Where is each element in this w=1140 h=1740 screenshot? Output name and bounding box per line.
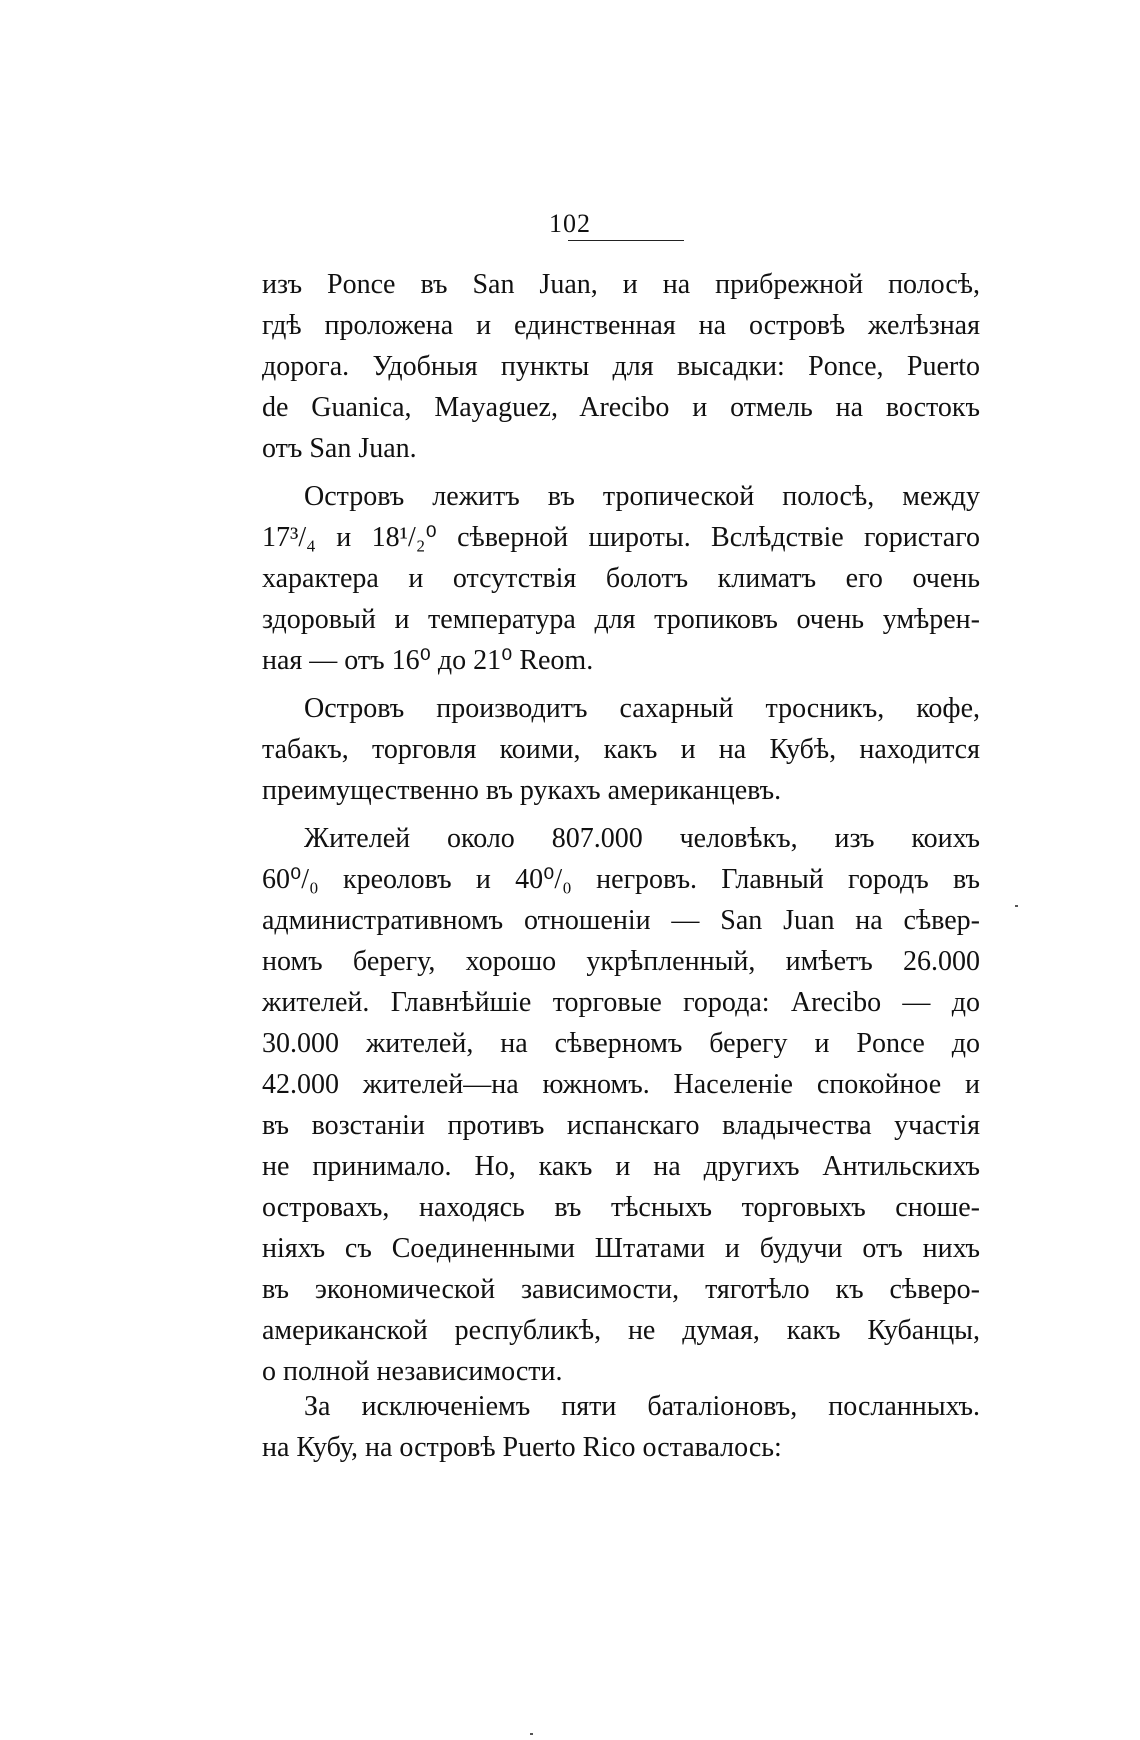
text-line: Островъ лежитъ въ тропической полосѣ, между xyxy=(304,481,980,512)
scan-speck xyxy=(1015,905,1018,907)
text-line: характера и отсутствія болотъ климатъ его очень xyxy=(262,563,980,594)
text-line: 42.000 жителей—на южномъ. Населеніе спокойное и xyxy=(262,1069,980,1100)
text-line: жителей. Главнѣйшіе торговые города: Arecibo — до xyxy=(262,987,980,1018)
paragraph-2 xyxy=(262,476,980,681)
paragraph-4 xyxy=(262,818,980,1392)
paragraph-5 xyxy=(262,1386,980,1468)
text-line: островахъ, находясь въ тѣсныхъ торговыхъ сноше- xyxy=(262,1192,980,1223)
text-line: здоровый и температура для тропиковъ очень умѣрен- xyxy=(262,604,980,635)
text-line: За исключеніемъ пяти баталіоновъ, посланныхъ. xyxy=(304,1391,980,1422)
text-line: ная — отъ 16⁰ до 21⁰ Reom. xyxy=(262,645,594,676)
text-line: de Guanica, Mayaguez, Arecibo и отмель на востокъ xyxy=(262,392,980,423)
text-line: отъ San Juan. xyxy=(262,433,417,464)
paragraph-3 xyxy=(262,688,980,811)
page-number: 102 xyxy=(549,209,591,238)
text-line: изъ Ponce въ San Juan, и на прибрежной полосѣ, xyxy=(262,269,980,300)
text-line: Островъ производитъ сахарный тросникъ, кофе, xyxy=(304,693,980,724)
paragraph-1 xyxy=(262,264,980,469)
text-line: американской республикѣ, не думая, какъ Кубанцы, xyxy=(262,1315,980,1346)
text-line: табакъ, торговля коими, какъ и на Кубѣ, находится xyxy=(262,734,980,765)
text-line: ніяхъ съ Соединенными Штатами и будучи отъ нихъ xyxy=(262,1233,980,1264)
text-line: о полной независимости. xyxy=(262,1356,563,1387)
page-number-rule xyxy=(568,240,684,241)
text-line: Жителей около 807.000 человѣкъ, изъ коихъ xyxy=(304,823,980,854)
text-line: административномъ отношеніи — San Juan на сѣвер- xyxy=(262,905,980,936)
text-line: не принимало. Но, какъ и на другихъ Антильскихъ xyxy=(262,1151,980,1182)
text-line: номъ берегу, хорошо укрѣпленный, имѣетъ 26.000 xyxy=(262,946,980,977)
text-line: на Кубу, на островѣ Puerto Rico оставалось: xyxy=(262,1432,782,1463)
text-line: дорога. Удобныя пункты для высадки: Ponce, Puerto xyxy=(262,351,980,382)
scan-speck xyxy=(530,1733,533,1735)
text-line: 60⁰/₀ креоловъ и 40⁰/₀ негровъ. Главный городъ въ xyxy=(262,864,980,895)
text-line: гдѣ проложена и единственная на островѣ желѣзная xyxy=(262,310,980,341)
text-line: въ экономической зависимости, тяготѣло къ сѣверо- xyxy=(262,1274,980,1305)
text-line: преимущественно въ рукахъ американцевъ. xyxy=(262,775,782,806)
text-line: 17³/₄ и 18¹/₂⁰ сѣверной широты. Вслѣдствіе гористаго xyxy=(262,522,980,553)
text-line: 30.000 жителей, на сѣверномъ берегу и Ponce до xyxy=(262,1028,980,1059)
text-line: въ возстаніи противъ испанскаго владычества участія xyxy=(262,1110,980,1141)
